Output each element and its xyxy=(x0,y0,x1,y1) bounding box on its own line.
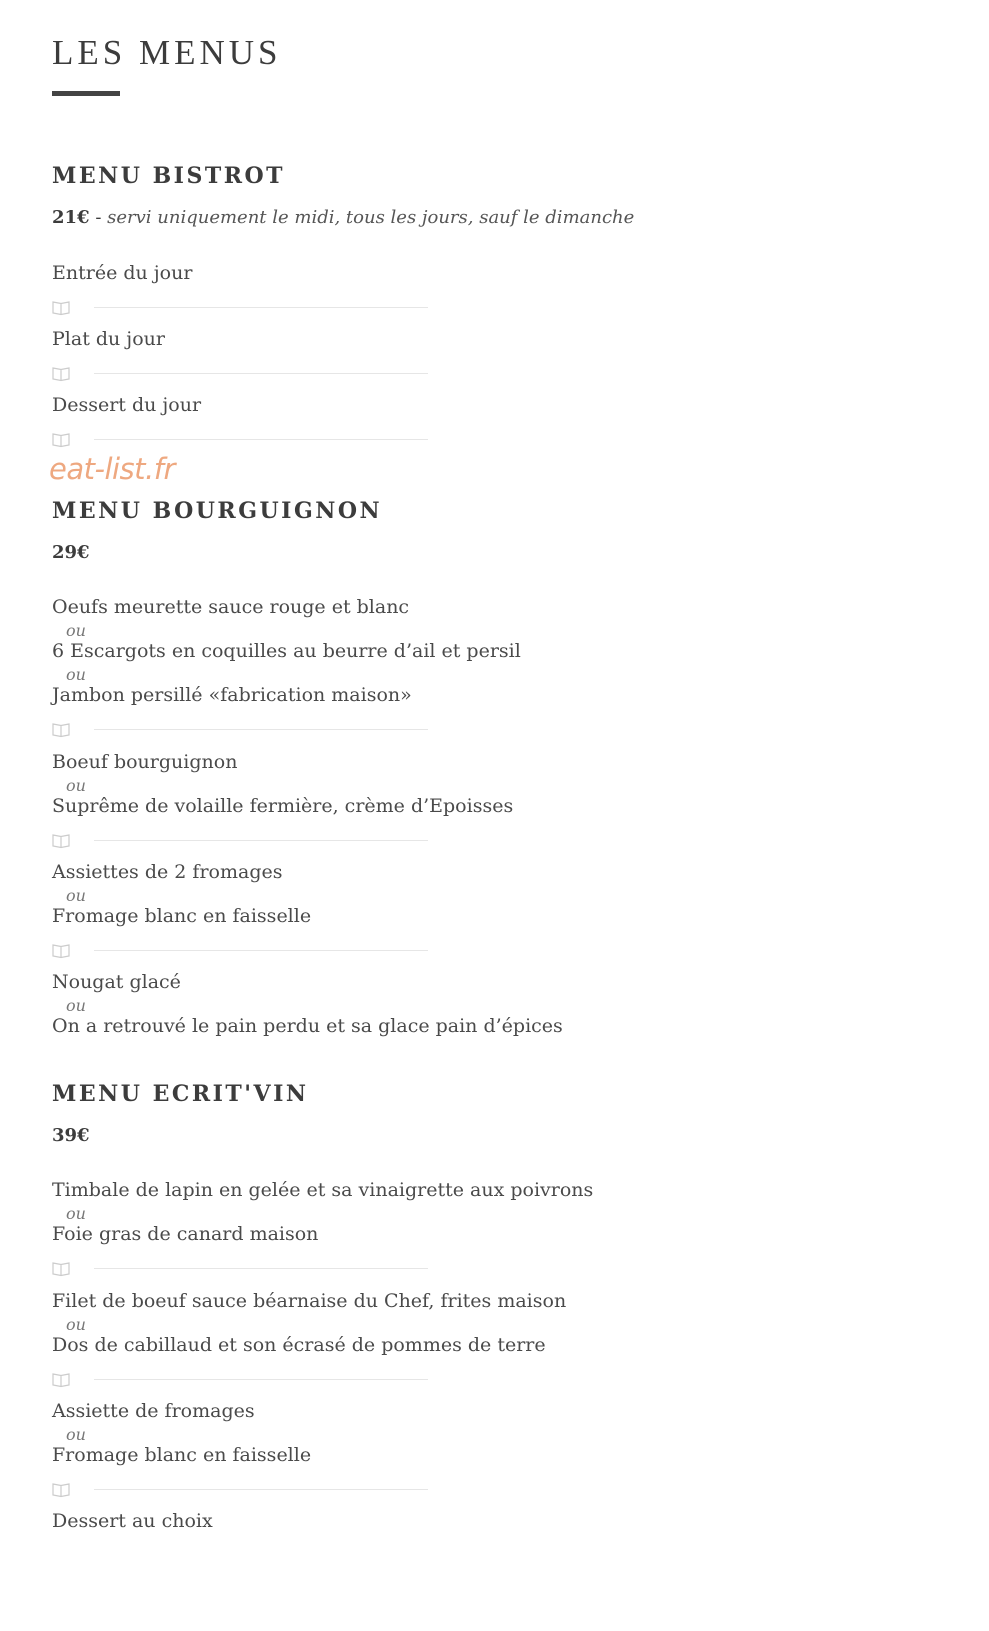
dish-item: Nougat glacé xyxy=(52,971,181,993)
menu-note: servi uniquement le midi, tous les jours, sauf le dimanche xyxy=(107,207,635,228)
menu-price: 21€ xyxy=(52,207,90,228)
dish-item: 6 Escargots en coquilles au beurre d’ail et persil xyxy=(52,640,521,662)
course-separator xyxy=(52,430,428,448)
open-book-icon xyxy=(52,364,70,382)
dish-item: Oeufs meurette sauce rouge et blanc xyxy=(52,596,410,618)
course-separator xyxy=(52,831,428,849)
open-book-icon xyxy=(52,941,70,959)
course-separator xyxy=(52,1370,428,1388)
menu-price-line-ecritvin xyxy=(52,1125,90,1146)
dish-item: Assiette de fromages xyxy=(52,1400,255,1422)
ou-label: ou xyxy=(66,1425,86,1444)
watermark: eat-list.fr xyxy=(49,452,175,486)
dish-item: Assiettes de 2 fromages xyxy=(52,861,283,883)
ou-label: ou xyxy=(66,621,86,640)
course-separator xyxy=(52,1259,428,1277)
dish-item: Jambon persillé «fabrication maison» xyxy=(52,684,412,706)
dish-item: Dos de cabillaud et son écrasé de pommes de terre xyxy=(52,1334,546,1356)
page-title: LES MENUS xyxy=(52,33,282,72)
menu-title-ecritvin: MENU ECRIT'VIN xyxy=(52,1081,309,1107)
ou-label: ou xyxy=(66,1204,86,1223)
course-separator xyxy=(52,364,428,382)
menu-price: 39€ xyxy=(52,1125,90,1146)
dish-item: Entrée du jour xyxy=(52,262,193,284)
course-separator xyxy=(52,1480,428,1498)
dish-item: Boeuf bourguignon xyxy=(52,751,238,773)
menu-title-bistrot: MENU BISTROT xyxy=(52,163,286,189)
ou-label: ou xyxy=(66,886,86,905)
menu-title-bourguignon: MENU BOURGUIGNON xyxy=(52,498,383,524)
dish-item: Timbale de lapin en gelée et sa vinaigrette aux poivrons xyxy=(52,1179,594,1201)
open-book-icon xyxy=(52,1259,70,1277)
course-separator xyxy=(52,941,428,959)
dish-item: Fromage blanc en faisselle xyxy=(52,1444,312,1466)
course-separator xyxy=(52,298,428,316)
open-book-icon xyxy=(52,298,70,316)
menu-price: 29€ xyxy=(52,542,90,563)
open-book-icon xyxy=(52,430,70,448)
dish-item: Dessert au choix xyxy=(52,1510,213,1532)
open-book-icon xyxy=(52,1370,70,1388)
menu-price-line-bistrot: 21€ - servi uniquement le midi, tous les jours, sauf le dimanche xyxy=(52,207,635,228)
menu-price-line-bourguignon xyxy=(52,542,90,563)
title-underline xyxy=(52,91,120,96)
ou-label: ou xyxy=(66,776,86,795)
dish-item: Fromage blanc en faisselle xyxy=(52,905,312,927)
open-book-icon xyxy=(52,720,70,738)
dish-item: Dessert du jour xyxy=(52,394,202,416)
open-book-icon xyxy=(52,1480,70,1498)
course-separator xyxy=(52,720,428,738)
dish-item: Foie gras de canard maison xyxy=(52,1223,319,1245)
dish-item: Suprême de volaille fermière, crème d’Epoisses xyxy=(52,795,514,817)
open-book-icon xyxy=(52,831,70,849)
dish-item: Filet de boeuf sauce béarnaise du Chef, frites maison xyxy=(52,1290,567,1312)
dish-item: On a retrouvé le pain perdu et sa glace pain d’épices xyxy=(52,1015,563,1037)
ou-label: ou xyxy=(66,996,86,1015)
ou-label: ou xyxy=(66,665,86,684)
dish-item: Plat du jour xyxy=(52,328,165,350)
ou-label: ou xyxy=(66,1315,86,1334)
